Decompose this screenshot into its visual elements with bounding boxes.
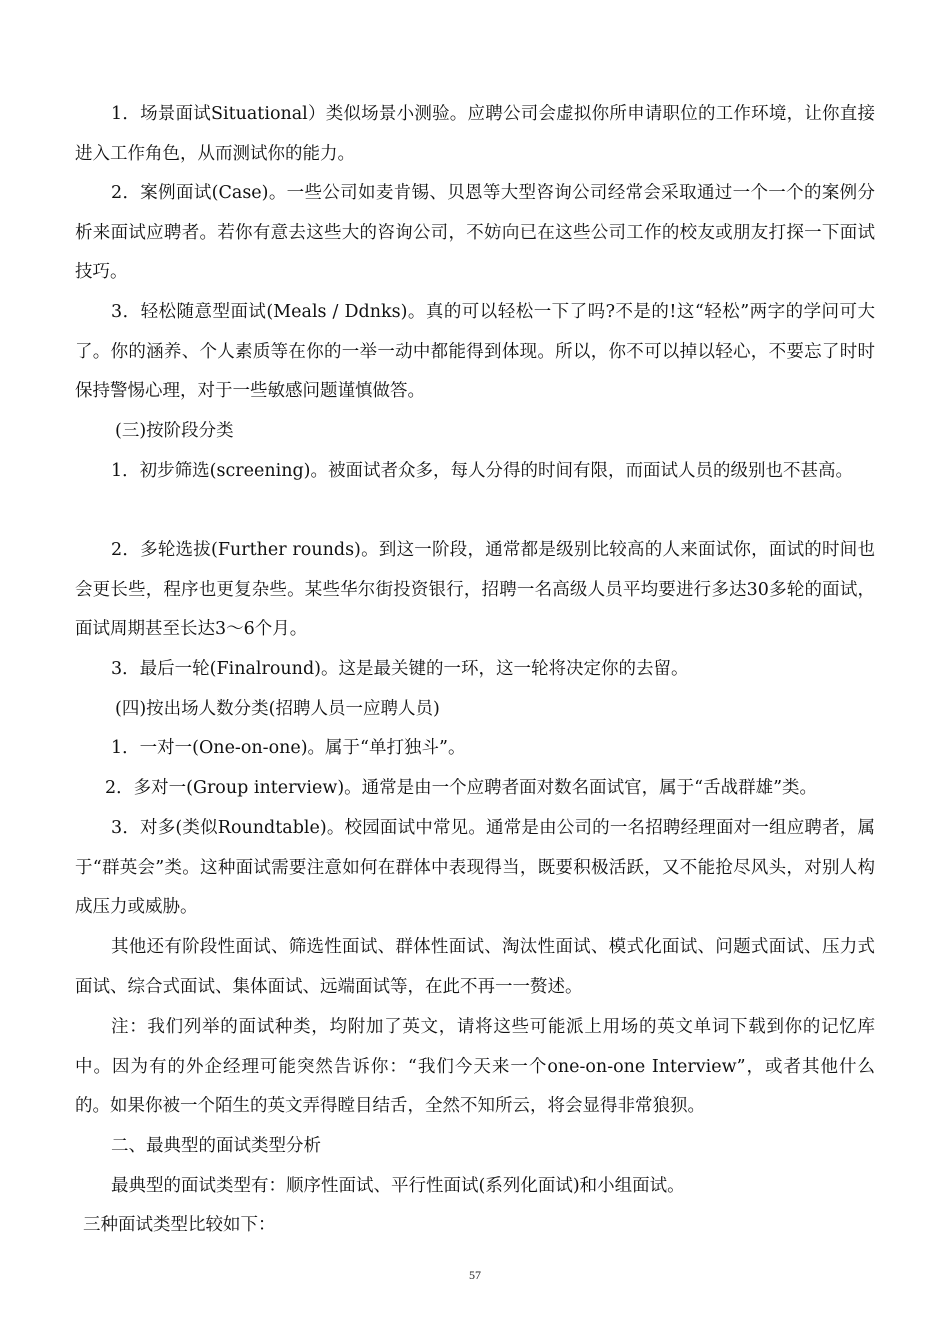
paragraph-typical-types: 最典型的面试类型有：顺序性面试、平行性面试(系列化面试)和小组面试。 — [111, 1176, 685, 1196]
paragraph-final-round: 3．最后一轮(Finalround)。这是最关键的一环，这一轮将决定你的去留。 — [111, 659, 689, 679]
paragraph-other-types: 其他还有阶段性面试、筛选性面试、群体性面试、淘汰性面试、模式化面试、问题式面试、压力式面试、综合式面试、集体面试、远端面试等，在此不再一一赘述。 — [75, 937, 875, 997]
paragraph-note: 注：我们列举的面试种类，均附加了英文，请将这些可能派上用场的英文单词下载到你的记忆库中。因为有的外企经理可能突然告诉你：“我们今天来一个one-on-one Interview”，或者其他什么的。如果你被一个陌生的英文弄得瞠目结舌，全然不知所云，将会显得非常狼狈。 — [75, 1017, 875, 1116]
section-heading-by-stage: (三)按阶段分类 — [115, 421, 234, 441]
paragraph-meals: 3．轻松随意型面试(Meals / Ddnks)。真的可以轻松一下了吗?不是的!这“轻松”两字的学问可大了。你的涵养、个人素质等在你的一举一动中都能得到体现。所以，你不可以掉以轻心，不要忘了时时保持警惕心理，对于一些敏感问题谨慎做答。 — [75, 302, 875, 401]
paragraph-screening: 1．初步筛选(screening)。被面试者众多，每人分得的时间有限，而面试人员的级别也不甚高。 — [111, 461, 853, 481]
paragraph-further-rounds: 2．多轮选拔(Further rounds)。到这一阶段，通常都是级别比较高的人来面试你，面试的时间也会更长些，程序也更复杂些。某些华尔街投资银行，招聘一名高级人员平均要进行多达30多轮的面试，面试周期甚至长达3～6个月。 — [75, 540, 875, 639]
paragraph-situational: 1．场景面试Situational）类似场景小测验。应聘公司会虚拟你所申请职位的工作环境，让你直接进入工作角色，从而测试你的能力。 — [75, 104, 875, 164]
page-number: 57 — [469, 1268, 481, 1282]
section-heading-by-count: (四)按出场人数分类(招聘人员一应聘人员) — [115, 699, 440, 719]
paragraph-case: 2．案例面试(Case)。一些公司如麦肯锡、贝恩等大型咨询公司经常会采取通过一个一个的案例分析来面试应聘者。若你有意去这些大的咨询公司，不妨向已在这些公司工作的校友或朋友打探一下面试技巧。 — [75, 183, 875, 282]
paragraph-one-on-one: 1．一对一(One-on-one)。属于“单打独斗”。 — [111, 738, 466, 758]
section-heading-typical: 二、最典型的面试类型分析 — [111, 1136, 321, 1156]
paragraph-group-interview: 2．多对一(Group interview)。通常是由一个应聘者面对数名面试官，属于“舌战群雄”类。 — [105, 778, 818, 798]
paragraph-comparison-intro: 三种面试类型比较如下： — [83, 1215, 276, 1235]
paragraph-roundtable: 3．对多(类似Roundtable)。校园面试中常见。通常是由公司的一名招聘经理面对一组应聘者，属于“群英会”类。这种面试需要注意如何在群体中表现得当，既要积极活跃，又不能抢尽风头，对别人构成压力或威胁。 — [75, 818, 875, 917]
